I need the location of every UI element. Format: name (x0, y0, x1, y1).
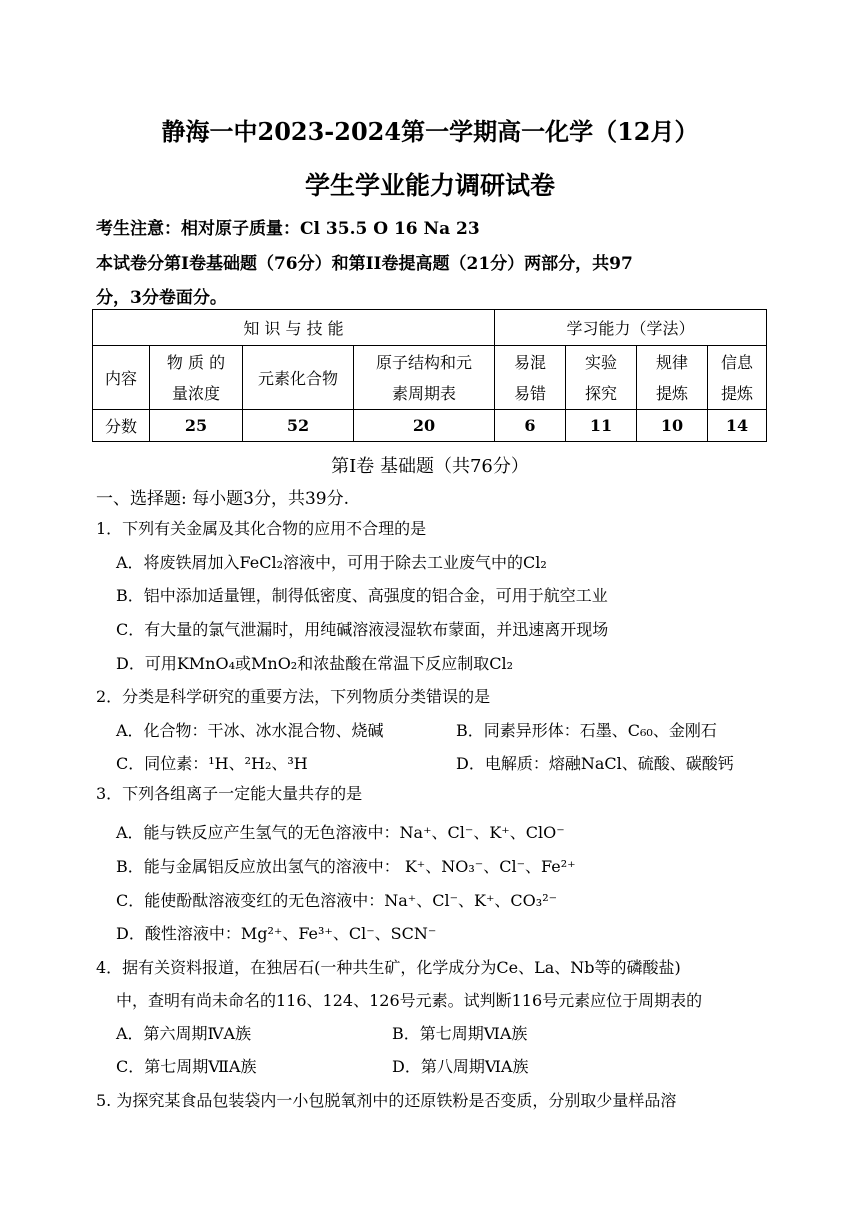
question-4-option-b: B．第七周期ⅥA族 (392, 1024, 528, 1043)
table-cell (637, 346, 708, 410)
question-4-stem-line-1: 4．据有关资料报道，在独居石(一种共生矿，化学成分为Ce、La、Nb等的磷酸盐) (96, 958, 681, 977)
group-header-knowledge: 知 识 与 技 能 (93, 310, 495, 346)
question-3-option-c: C．能使酚酞溶液变红的无色溶液中：Na⁺、Cl⁻、K⁺、CO₃²⁻ (116, 891, 558, 910)
score-distribution-table (92, 309, 767, 442)
question-2-option-a: A．化合物：干冰、冰水混合物、烧碱 (116, 721, 384, 740)
question-4-stem-line-2: 中，查明有尚未命名的116、124、126号元素。试判断116号元素应位于周期表的 (116, 991, 703, 1010)
question-3-option-a: A．能与铁反应产生氢气的无色溶液中：Na⁺、Cl⁻、K⁺、ClO⁻ (116, 823, 565, 842)
score-cell: 14 (708, 410, 767, 442)
section-heading: 第Ⅰ卷 基础题（共76分） (331, 456, 529, 477)
question-2-option-c: C．同位素：¹H、²H₂、³H (116, 754, 308, 773)
cell-text: 提炼 (655, 383, 688, 403)
cell-text: 易混 (513, 352, 546, 372)
score-cell: 20 (354, 410, 495, 442)
table-cell (150, 346, 243, 410)
score-cell: 11 (566, 410, 637, 442)
score-cell: 52 (243, 410, 354, 442)
notice-line-2: 本试卷分第Ⅰ卷基础题（76分）和第II卷提高题（21分）两部分，共97 (96, 254, 633, 274)
table-cell (243, 346, 354, 410)
content-label: 内容 (93, 346, 150, 410)
table-cell (566, 346, 637, 410)
cell-text: 原子结构和元 (375, 352, 472, 372)
question-2-stem: 2．分类是科学研究的重要方法，下列物质分类错误的是 (96, 687, 491, 706)
cell-text: 信息 (720, 352, 753, 372)
cell-text: 实验 (584, 352, 617, 372)
question-4-option-d: D．第八周期ⅥA族 (392, 1057, 529, 1076)
table-row (93, 346, 767, 410)
score-cell: 10 (637, 410, 708, 442)
question-2-option-b: B．同素异形体：石墨、C₆₀、金刚石 (456, 721, 717, 740)
question-5-stem: 5. 为探究某食品包装袋内一小包脱氧剂中的还原铁粉是否变质，分别取少量样品溶 (96, 1091, 677, 1110)
question-1-option-b: B．铝中添加适量锂，制得低密度、高强度的铝合金，可用于航空工业 (116, 586, 608, 605)
question-1-option-c: C．有大量的氯气泄漏时，用纯碱溶液浸湿软布蒙面，并迅速离开现场 (116, 620, 609, 639)
question-3-stem: 3．下列各组离子一定能大量共存的是 (96, 784, 363, 803)
cell-text: 易错 (513, 383, 546, 403)
cell-text: 元素化合物 (257, 369, 338, 388)
notice-line-1: 考生注意：相对原子质量：Cl 35.5 O 16 Na 23 (96, 219, 480, 239)
question-4-option-a: A．第六周期ⅣA族 (116, 1024, 252, 1043)
exam-title: 静海一中2023-2024第一学期高一化学（12月） (161, 117, 699, 146)
question-4-option-c: C．第七周期ⅦA族 (116, 1057, 257, 1076)
score-cell: 6 (495, 410, 566, 442)
question-3-option-b: B．能与金属铝反应放出氢气的溶液中： K⁺、NO₃⁻、Cl⁻、Fe²⁺ (116, 857, 576, 876)
table-cell (708, 346, 767, 410)
question-2-option-d: D．电解质：熔融NaCl、硫酸、碳酸钙 (456, 754, 734, 773)
table-row (93, 310, 767, 346)
score-cell: 25 (150, 410, 243, 442)
question-1-option-a: A．将废铁屑加入FeCl₂溶液中，可用于除去工业废气中的Cl₂ (116, 553, 547, 572)
table-cell (354, 346, 495, 410)
group-header-learning: 学习能力（学法） (495, 310, 767, 346)
cell-text: 规律 (655, 352, 688, 372)
table-cell (495, 346, 566, 410)
cell-text: 量浓度 (171, 383, 220, 403)
question-3-option-d: D．酸性溶液中：Mg²⁺、Fe³⁺、Cl⁻、SCN⁻ (116, 924, 437, 943)
notice-line-3: 分，3分卷面分。 (96, 288, 227, 308)
cell-text: 物 质 的 (166, 352, 226, 372)
cell-text: 提炼 (720, 383, 753, 403)
cell-text: 素周期表 (391, 383, 456, 403)
exam-subtitle: 学生学业能力调研试卷 (304, 171, 555, 200)
table-row (93, 410, 767, 442)
question-1-option-d: D．可用KMnO₄或MnO₂和浓盐酸在常温下反应制取Cl₂ (116, 654, 513, 673)
question-1-stem: 1．下列有关金属及其化合物的应用不合理的是 (96, 519, 427, 538)
part-heading: 一、选择题: 每小题3分，共39分. (96, 489, 349, 509)
cell-text: 探究 (584, 383, 617, 403)
score-label: 分数 (93, 410, 150, 442)
